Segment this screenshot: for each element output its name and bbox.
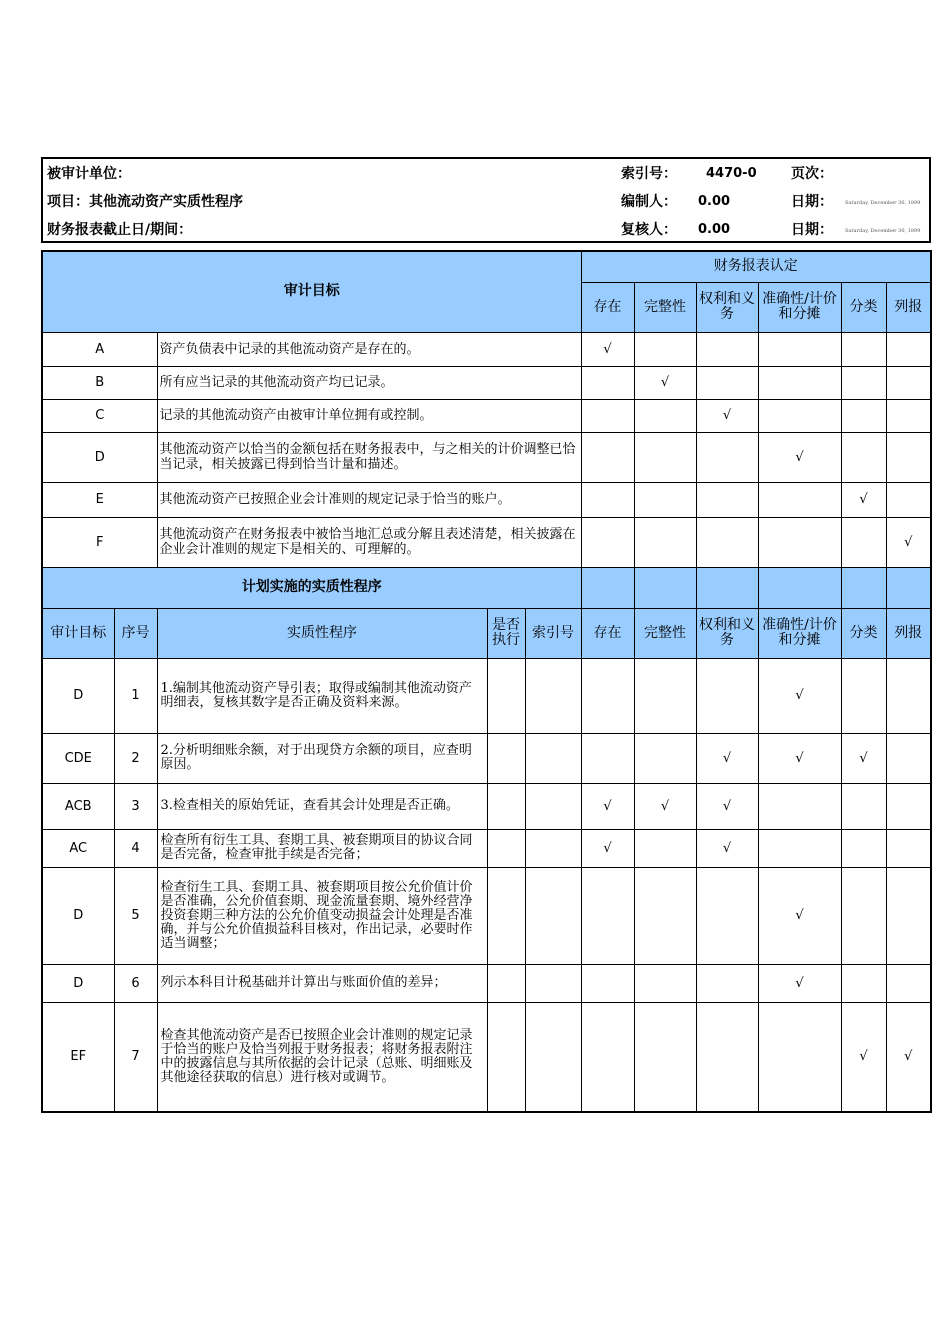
check-cell xyxy=(886,733,931,783)
executed-cell[interactable] xyxy=(487,658,525,733)
check-cell xyxy=(886,783,931,829)
col-header-rights: 权利和义务 xyxy=(696,608,758,658)
check-cell xyxy=(634,482,696,517)
page-label: 页次： xyxy=(791,166,833,182)
check-cell xyxy=(696,332,758,366)
objective-row xyxy=(42,399,931,432)
check-cell xyxy=(581,658,634,733)
check-cell xyxy=(634,867,696,964)
check-cell xyxy=(634,658,696,733)
check-cell xyxy=(581,399,634,432)
index-cell[interactable] xyxy=(525,867,581,964)
procedure-seq: 2 xyxy=(114,733,157,783)
procedure-row xyxy=(42,783,931,829)
procedure-text: 检查衍生工具、套期工具、被套期项目按公允价值计价是否准确，公允价值套期、现金流量套期、境外经营净投资套期三种方法的公允价值变动损益会计处理是否准确，并与公允价值损益科目核对，作出记录，必要时作适当调整； xyxy=(157,867,487,964)
check-cell xyxy=(758,366,841,399)
check-cell xyxy=(581,517,634,567)
col-header-executed: 是否执行 xyxy=(487,608,525,658)
check-cell: √ xyxy=(696,733,758,783)
check-cell xyxy=(886,658,931,733)
check-cell xyxy=(841,517,886,567)
check-cell xyxy=(696,366,758,399)
objective-text: 其他流动资产在财务报表中被恰当地汇总或分解且表述清楚，相关披露在企业会计准则的规定下是相关的、可理解的。 xyxy=(157,517,581,567)
objective-code: B xyxy=(42,366,157,399)
objective-code: A xyxy=(42,332,157,366)
col-header-procedure: 实质性程序 xyxy=(157,608,487,658)
check-cell: √ xyxy=(841,1002,886,1112)
check-cell xyxy=(581,733,634,783)
check-cell xyxy=(841,366,886,399)
reviewer-value: 0.00 xyxy=(698,222,731,237)
check-cell xyxy=(696,517,758,567)
check-cell: √ xyxy=(581,332,634,366)
assertion-header-classification: 分类 xyxy=(841,282,886,332)
check-cell: √ xyxy=(841,733,886,783)
col-header-index: 索引号 xyxy=(525,608,581,658)
assertion-header-existence: 存在 xyxy=(581,282,634,332)
blank-header-cell xyxy=(696,567,758,608)
objective-row xyxy=(42,366,931,399)
assertion-header-completeness: 完整性 xyxy=(634,282,696,332)
executed-cell[interactable] xyxy=(487,829,525,867)
procedure-text: 列示本科目计税基础并计算出与账面价值的差异； xyxy=(157,964,487,1002)
procedure-text: 1.编制其他流动资产导引表；取得或编制其他流动资产明细表，复核其数字是否正确及资料来源。 xyxy=(157,658,487,733)
executed-cell[interactable] xyxy=(487,1002,525,1112)
check-cell xyxy=(634,1002,696,1112)
objective-text: 所有应当记录的其他流动资产均已记录。 xyxy=(157,366,581,399)
check-cell xyxy=(886,867,931,964)
check-cell xyxy=(886,432,931,482)
check-cell xyxy=(841,964,886,1002)
date-value-reviewer: Saturday, December 30, 1899 xyxy=(845,228,921,234)
objective-text: 资产负债表中记录的其他流动资产是存在的。 xyxy=(157,332,581,366)
check-cell xyxy=(758,482,841,517)
procedure-seq: 6 xyxy=(114,964,157,1002)
check-cell xyxy=(841,783,886,829)
check-cell xyxy=(841,432,886,482)
assertions-group-header: 财务报表认定 xyxy=(581,251,931,282)
check-cell: √ xyxy=(758,658,841,733)
check-cell xyxy=(841,658,886,733)
check-cell xyxy=(581,482,634,517)
check-cell xyxy=(696,658,758,733)
check-cell: √ xyxy=(634,366,696,399)
check-cell xyxy=(758,829,841,867)
procedure-row xyxy=(42,658,931,733)
check-cell xyxy=(581,1002,634,1112)
check-cell: √ xyxy=(758,964,841,1002)
procedure-seq: 1 xyxy=(114,658,157,733)
procedure-objective: D xyxy=(42,867,114,964)
check-cell xyxy=(886,399,931,432)
blank-header-cell xyxy=(886,567,931,608)
col-header-classification: 分类 xyxy=(841,608,886,658)
check-cell xyxy=(886,332,931,366)
index-cell[interactable] xyxy=(525,783,581,829)
objective-code: D xyxy=(42,432,157,482)
objective-text: 记录的其他流动资产由被审计单位拥有或控制。 xyxy=(157,399,581,432)
procedure-objective: CDE xyxy=(42,733,114,783)
procedure-seq: 4 xyxy=(114,829,157,867)
check-cell xyxy=(634,829,696,867)
check-cell xyxy=(581,867,634,964)
check-cell xyxy=(841,829,886,867)
check-cell xyxy=(581,366,634,399)
assertion-header-presentation: 列报 xyxy=(886,282,931,332)
check-cell xyxy=(886,482,931,517)
executed-cell[interactable] xyxy=(487,733,525,783)
index-label: 索引号： xyxy=(621,166,677,182)
col-header-presentation: 列报 xyxy=(886,608,931,658)
check-cell xyxy=(841,867,886,964)
check-cell xyxy=(886,829,931,867)
index-cell[interactable] xyxy=(525,964,581,1002)
assertion-header-rights: 权利和义务 xyxy=(696,282,758,332)
check-cell xyxy=(581,964,634,1002)
objective-row xyxy=(42,432,931,482)
check-cell xyxy=(634,399,696,432)
check-cell: √ xyxy=(696,783,758,829)
procedure-text: 检查其他流动资产是否已按照企业会计准则的规定记录于恰当的账户及恰当列报于财务报表；将财务报表附注中的披露信息与其所依据的会计记录（总账、明细账及其他途径获取的信息）进行核对或调节。 xyxy=(157,1002,487,1112)
check-cell xyxy=(841,332,886,366)
objectives-title: 审计目标 xyxy=(42,251,581,332)
index-cell[interactable] xyxy=(525,733,581,783)
objective-text: 其他流动资产已按照企业会计准则的规定记录于恰当的账户。 xyxy=(157,482,581,517)
check-cell xyxy=(634,432,696,482)
objective-text: 其他流动资产以恰当的金额包括在财务报表中，与之相关的计价调整已恰当记录，相关披露已得到恰当计量和描述。 xyxy=(157,432,581,482)
reviewer-label: 复核人： xyxy=(621,222,677,238)
audit-program-table xyxy=(41,250,932,1113)
audited-entity-label: 被审计单位： xyxy=(47,166,131,182)
col-header-valuation: 准确性/计价和分摊 xyxy=(758,608,841,658)
check-cell xyxy=(634,964,696,1002)
check-cell xyxy=(696,1002,758,1112)
index-value: 4470-0 xyxy=(706,166,757,181)
check-cell: √ xyxy=(758,867,841,964)
procedure-seq: 7 xyxy=(114,1002,157,1112)
procedure-row xyxy=(42,733,931,783)
date-label-reviewer: 日期： xyxy=(791,222,833,238)
blank-header-cell xyxy=(758,567,841,608)
check-cell xyxy=(581,432,634,482)
objective-code: C xyxy=(42,399,157,432)
objective-code: F xyxy=(42,517,157,567)
check-cell xyxy=(758,783,841,829)
check-cell: √ xyxy=(581,829,634,867)
check-cell xyxy=(758,1002,841,1112)
blank-header-cell xyxy=(841,567,886,608)
date-value-preparer: Saturday, December 30, 1899 xyxy=(845,200,921,206)
check-cell xyxy=(886,964,931,1002)
procedure-seq: 3 xyxy=(114,783,157,829)
index-cell[interactable] xyxy=(525,829,581,867)
check-cell: √ xyxy=(696,399,758,432)
procedure-objective: D xyxy=(42,964,114,1002)
objective-code: E xyxy=(42,482,157,517)
check-cell: √ xyxy=(696,829,758,867)
procedure-seq: 5 xyxy=(114,867,157,964)
objective-row xyxy=(42,332,931,366)
index-cell[interactable] xyxy=(525,658,581,733)
date-label-preparer: 日期： xyxy=(791,194,833,210)
col-header-existence: 存在 xyxy=(581,608,634,658)
check-cell: √ xyxy=(886,517,931,567)
period-label: 财务报表截止日/期间： xyxy=(47,222,193,238)
check-cell xyxy=(758,517,841,567)
executed-cell[interactable] xyxy=(487,783,525,829)
assertion-header-valuation: 准确性/计价和分摊 xyxy=(758,282,841,332)
check-cell: √ xyxy=(758,733,841,783)
procedure-text: 2.分析明细账余额，对于出现贷方余额的项目，应查明原因。 xyxy=(157,733,487,783)
check-cell xyxy=(758,332,841,366)
check-cell: √ xyxy=(758,432,841,482)
procedure-row xyxy=(42,867,931,964)
preparer-value: 0.00 xyxy=(698,194,731,209)
check-cell xyxy=(758,399,841,432)
check-cell xyxy=(696,867,758,964)
col-header-objective: 审计目标 xyxy=(42,608,114,658)
header-info-box xyxy=(41,157,931,243)
check-cell xyxy=(696,964,758,1002)
check-cell xyxy=(634,332,696,366)
executed-cell[interactable] xyxy=(487,964,525,1002)
procedure-row xyxy=(42,964,931,1002)
procedure-row xyxy=(42,1002,931,1112)
check-cell xyxy=(696,432,758,482)
check-cell: √ xyxy=(581,783,634,829)
procedure-objective: AC xyxy=(42,829,114,867)
procedure-row xyxy=(42,829,931,867)
blank-header-cell xyxy=(581,567,634,608)
check-cell: √ xyxy=(886,1002,931,1112)
procedure-text: 检查所有衍生工具、套期工具、被套期项目的协议合同是否完备，检查审批手续是否完备； xyxy=(157,829,487,867)
check-cell: √ xyxy=(634,783,696,829)
procedure-text: 3.检查相关的原始凭证，查看其会计处理是否正确。 xyxy=(157,783,487,829)
check-cell: √ xyxy=(841,482,886,517)
check-cell xyxy=(841,399,886,432)
check-cell xyxy=(696,482,758,517)
check-cell xyxy=(886,366,931,399)
project-label: 项目：其他流动资产实质性程序 xyxy=(47,194,243,210)
procedures-title: 计划实施的实质性程序 xyxy=(42,567,581,608)
executed-cell[interactable] xyxy=(487,867,525,964)
preparer-label: 编制人： xyxy=(621,194,677,210)
blank-header-cell xyxy=(634,567,696,608)
objective-row xyxy=(42,517,931,567)
check-cell xyxy=(634,733,696,783)
index-cell[interactable] xyxy=(525,1002,581,1112)
objective-row xyxy=(42,482,931,517)
check-cell xyxy=(634,517,696,567)
procedure-objective: EF xyxy=(42,1002,114,1112)
col-header-seq: 序号 xyxy=(114,608,157,658)
procedure-objective: ACB xyxy=(42,783,114,829)
col-header-completeness: 完整性 xyxy=(634,608,696,658)
procedure-objective: D xyxy=(42,658,114,733)
